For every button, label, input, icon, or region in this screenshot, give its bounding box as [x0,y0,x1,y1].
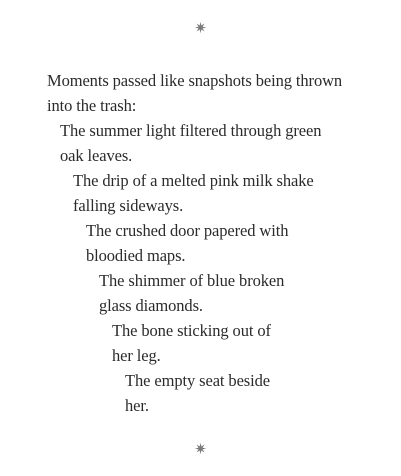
poem-line-7: The crushed door papered with [86,221,289,240]
bottom-star-ornament-icon: ✷ [194,442,207,458]
poem-line-9: The shimmer of blue broken [99,271,285,290]
poem-line-3: The summer light filtered through green [60,121,322,140]
poem-line-12: her leg. [112,346,161,365]
poem-line-13: The empty seat beside [125,371,270,390]
top-star-ornament-icon: ✷ [194,21,207,37]
poem-line-11: The bone sticking out of [112,321,271,340]
poem-line-8: bloodied maps. [86,246,186,265]
poem-line-5: The drip of a melted pink milk shake [73,171,314,190]
poem-line-6: falling sideways. [73,196,184,215]
poem-line-14: her. [125,396,149,415]
poem-line-4: oak leaves. [60,146,133,165]
poem-line-2: into the trash: [47,96,137,115]
poem-line-1: Moments passed like snapshots being thrown [47,71,343,90]
poem-line-10: glass diamonds. [99,296,203,315]
